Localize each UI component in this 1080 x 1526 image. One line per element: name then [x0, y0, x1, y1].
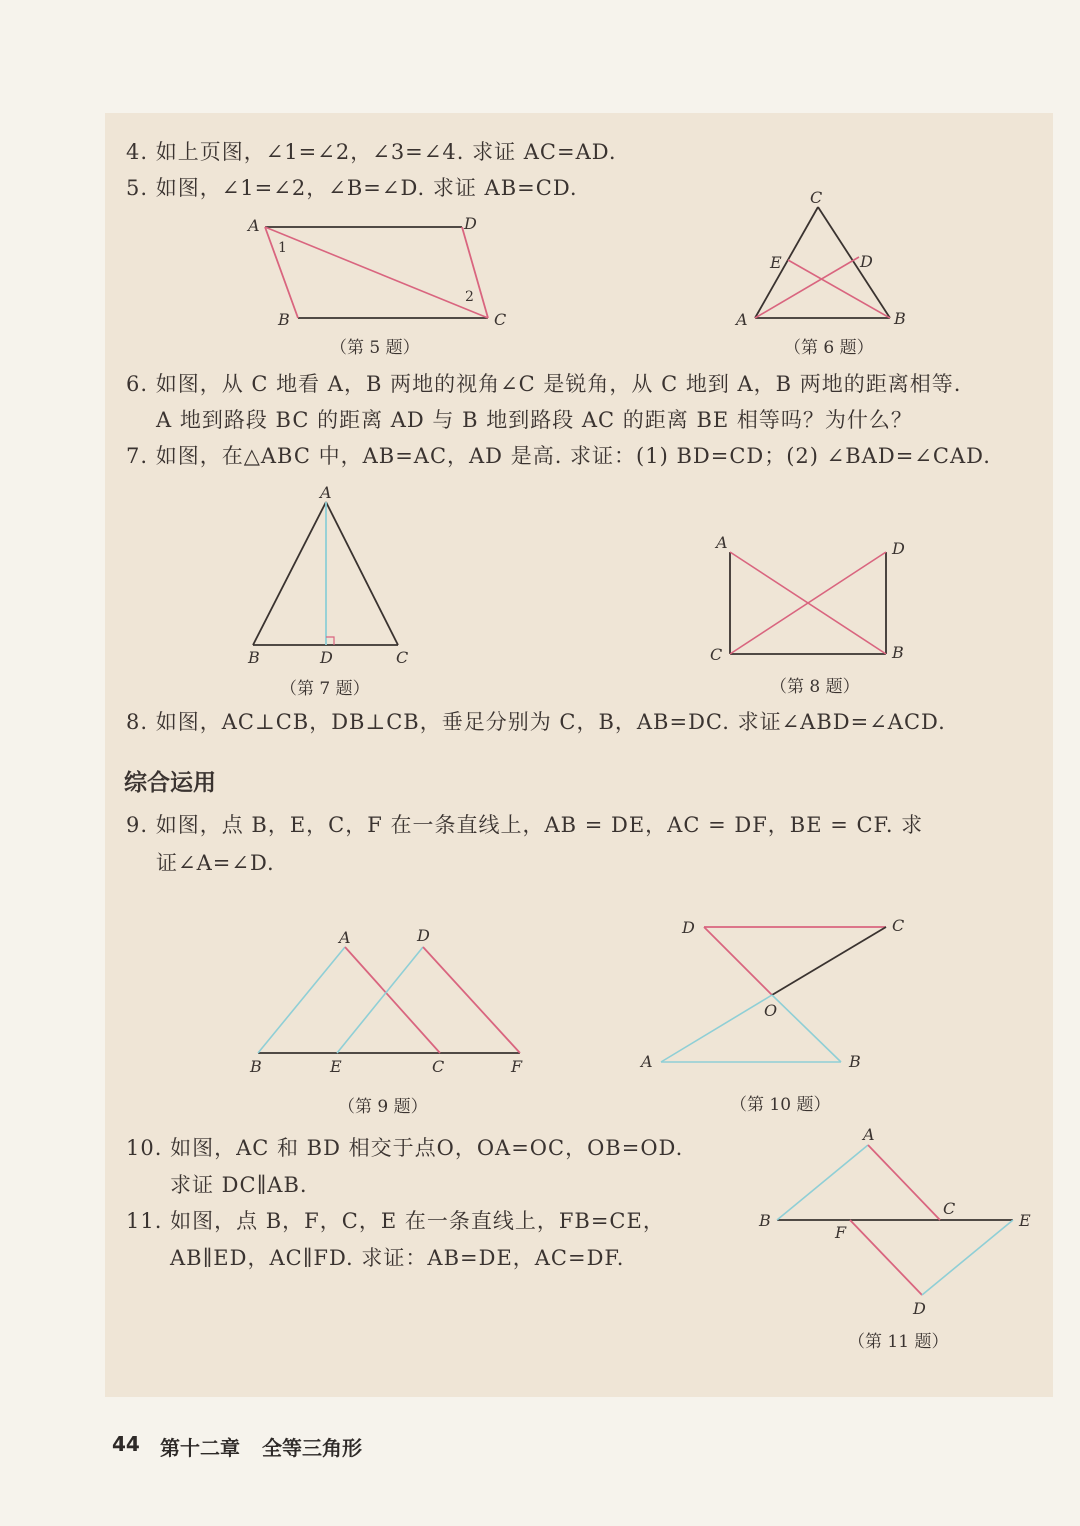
fig7-label-d: D [320, 648, 333, 667]
fig8-label-a: A [716, 533, 728, 552]
caption-fig7: （第 7 题） [280, 679, 370, 699]
fig11-label-e: E [1019, 1211, 1031, 1230]
problem-9-line2: 证∠A=∠D. [156, 851, 275, 875]
figure-10 [636, 912, 905, 1072]
fig10-label-b: B [849, 1052, 861, 1071]
section-title: 综合运用 [124, 770, 216, 796]
fig10-label-d: D [682, 918, 695, 937]
figure-9 [245, 922, 535, 1077]
caption-fig11: （第 11 题） [848, 1332, 949, 1352]
fig10-label-c: C [892, 916, 905, 935]
caption-fig5: （第 5 题） [330, 338, 420, 358]
figure-11 [755, 1120, 1040, 1320]
fig5-diagonal-ac [265, 227, 488, 318]
figure-6 [730, 190, 910, 335]
problem-10-line2: 求证 DC∥AB. [170, 1173, 308, 1197]
fig8-label-c: C [710, 645, 723, 664]
problem-7: 7. 如图，在△ABC 中，AB=AC，AD 是高. 求证：(1) BD=CD；(2) ∠BAD=∠CAD. [126, 444, 991, 468]
chapter-title: 全等三角形 [262, 1436, 362, 1460]
fig11-label-a: A [863, 1125, 875, 1144]
fig11-segment-ac [868, 1145, 940, 1220]
fig10-segment-ob [772, 995, 841, 1062]
caption-fig8: （第 8 题） [770, 677, 860, 697]
fig9-label-d: D [417, 926, 430, 945]
figure-5 [240, 205, 520, 335]
fig10-segment-co [772, 927, 886, 995]
fig9-segment-ac [345, 947, 440, 1053]
fig6-label-d: D [860, 252, 873, 271]
figure-7 [240, 482, 420, 672]
fig10-label-a: A [641, 1052, 653, 1071]
fig9-label-a: A [339, 928, 351, 947]
fig7-label-b: B [248, 648, 260, 667]
figure-8 [700, 530, 920, 670]
fig9-label-c: C [432, 1057, 445, 1076]
problem-11-line2: AB∥ED，AC∥FD. 求证：AB=DE，AC=DF. [170, 1246, 625, 1270]
fig5-angle-1: 1 [278, 240, 287, 256]
fig10-label-o: O [764, 1001, 778, 1020]
caption-fig10: （第 10 题） [730, 1095, 831, 1115]
fig6-segment-ca [755, 207, 818, 318]
fig6-label-c: C [810, 188, 823, 207]
problem-5: 5. 如图，∠1=∠2，∠B=∠D. 求证 AB=CD. [126, 176, 578, 200]
fig11-label-c: C [943, 1199, 956, 1218]
fig5-angle-2: 2 [465, 289, 474, 305]
fig11-segment-fd [850, 1220, 922, 1295]
fig10-segment-do [704, 927, 772, 995]
fig8-label-b: B [892, 643, 904, 662]
fig5-label-d: D [464, 214, 477, 233]
fig5-label-a: A [248, 216, 260, 235]
fig9-segment-df [423, 947, 520, 1053]
fig7-segment-ac [326, 502, 398, 645]
fig7-segment-ab [253, 502, 326, 645]
caption-fig6: （第 6 题） [784, 338, 874, 358]
fig9-segment-ab [258, 947, 345, 1053]
fig6-label-a: A [736, 310, 748, 329]
page-number: 44 [112, 1432, 140, 1456]
problem-10-line1: 10. 如图，AC 和 BD 相交于点O，OA=OC，OB=OD. [126, 1136, 684, 1160]
fig11-label-b: B [759, 1211, 771, 1230]
fig11-label-f: F [835, 1223, 847, 1242]
fig10-segment-oa [661, 995, 772, 1062]
fig5-label-b: B [278, 310, 290, 329]
problem-6-line2: A 地到路段 BC 的距离 AD 与 B 地到路段 AC 的距离 BE 相等吗？为什么？ [156, 408, 913, 432]
chapter-number: 第十二章 [160, 1436, 240, 1460]
problem-8: 8. 如图，AC⊥CB，DB⊥CB，垂足分别为 C，B，AB=DC. 求证∠ABD=∠ACD. [126, 710, 946, 734]
problem-11-line1: 11. 如图，点 B，F，C，E 在一条直线上，FB=CE， [126, 1209, 665, 1233]
problem-4: 4. 如上页图，∠1=∠2，∠3=∠4. 求证 AC=AD. [126, 140, 617, 164]
fig11-segment-de [922, 1220, 1013, 1295]
fig5-label-c: C [494, 310, 507, 329]
fig6-segment-cb [818, 207, 890, 318]
fig7-right-angle-mark [326, 637, 334, 645]
fig8-label-d: D [892, 539, 905, 558]
problem-6-line1: 6. 如图，从 C 地看 A，B 两地的视角∠C 是锐角，从 C 地到 A，B 两地的距离相等. [126, 372, 962, 396]
fig9-label-f: F [511, 1057, 523, 1076]
fig9-label-b: B [250, 1057, 262, 1076]
caption-fig9: （第 9 题） [338, 1097, 428, 1117]
fig7-label-a: A [320, 483, 332, 502]
fig9-segment-de [337, 947, 423, 1053]
problem-9-line1: 9. 如图，点 B，E，C，F 在一条直线上，AB = DE，AC = DF，BE = CF. 求 [126, 813, 924, 837]
fig6-label-e: E [770, 253, 782, 272]
fig7-label-c: C [396, 648, 409, 667]
fig11-segment-ab [777, 1145, 868, 1220]
fig9-label-e: E [330, 1057, 342, 1076]
fig11-label-d: D [913, 1299, 926, 1318]
fig6-label-b: B [894, 309, 906, 328]
